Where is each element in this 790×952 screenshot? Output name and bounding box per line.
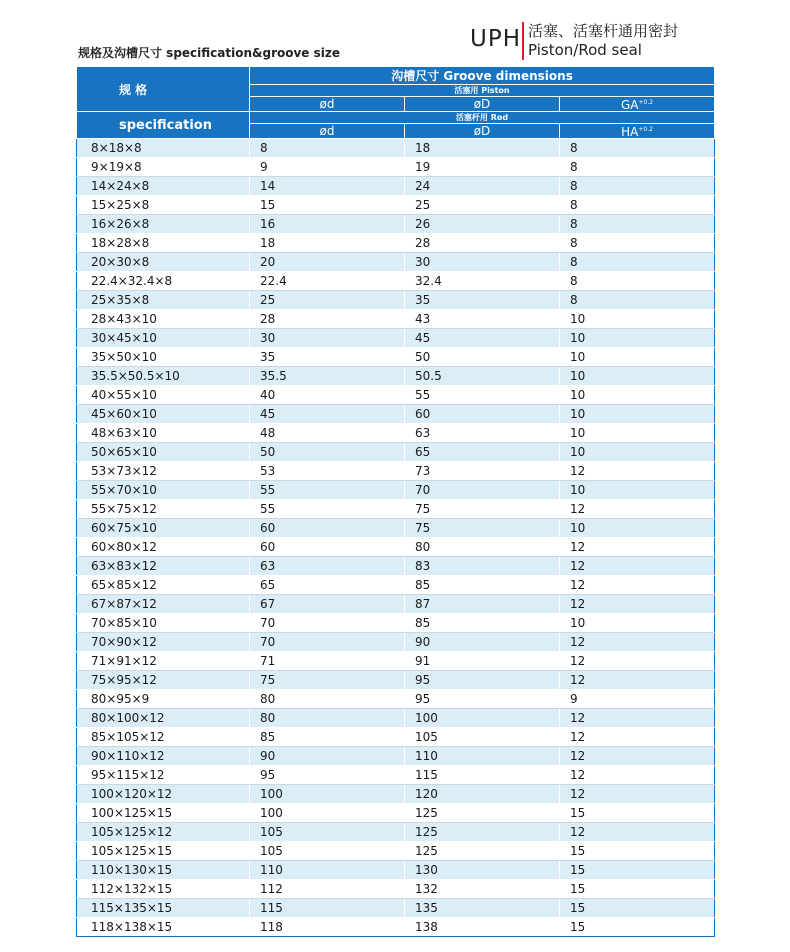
spec-cell: 80×95×9 <box>77 690 250 709</box>
d-cell: 115 <box>250 899 405 918</box>
spec-cell: 50×65×10 <box>77 443 250 462</box>
table-body <box>77 139 715 937</box>
table-row <box>77 709 715 728</box>
d-cell: 30 <box>250 329 405 348</box>
groove-width-cell: 8 <box>560 177 715 196</box>
D-cell: 100 <box>405 709 560 728</box>
table-row <box>77 557 715 576</box>
spec-cell: 35×50×10 <box>77 348 250 367</box>
product-title-cn: 活塞、活塞杆通用密封 <box>528 22 679 40</box>
groove-width-cell: 10 <box>560 348 715 367</box>
groove-width-cell: 12 <box>560 633 715 652</box>
groove-width-cell: 9 <box>560 690 715 709</box>
spec-cell: 112×132×15 <box>77 880 250 899</box>
rod-col-H-label: HA <box>621 125 639 139</box>
D-cell: 35 <box>405 291 560 310</box>
spec-cell: 105×125×15 <box>77 842 250 861</box>
D-cell: 70 <box>405 481 560 500</box>
groove-width-cell: 8 <box>560 253 715 272</box>
d-cell: 25 <box>250 291 405 310</box>
spec-cell: 71×91×12 <box>77 652 250 671</box>
d-cell: 80 <box>250 709 405 728</box>
table-row <box>77 842 715 861</box>
table-row <box>77 348 715 367</box>
table-row <box>77 747 715 766</box>
d-cell: 90 <box>250 747 405 766</box>
d-cell: 85 <box>250 728 405 747</box>
groove-width-cell: 15 <box>560 842 715 861</box>
D-cell: 132 <box>405 880 560 899</box>
D-cell: 125 <box>405 823 560 842</box>
d-cell: 35.5 <box>250 367 405 386</box>
D-cell: 125 <box>405 842 560 861</box>
groove-width-cell: 8 <box>560 196 715 215</box>
d-cell: 60 <box>250 519 405 538</box>
d-cell: 16 <box>250 215 405 234</box>
spec-cell: 18×28×8 <box>77 234 250 253</box>
spec-cell: 48×63×10 <box>77 424 250 443</box>
groove-width-cell: 12 <box>560 823 715 842</box>
groove-width-cell: 15 <box>560 918 715 937</box>
groove-width-cell: 8 <box>560 272 715 291</box>
spec-cell: 115×135×15 <box>77 899 250 918</box>
groove-width-cell: 10 <box>560 443 715 462</box>
d-cell: 55 <box>250 481 405 500</box>
groove-width-cell: 10 <box>560 519 715 538</box>
rod-col-d: ød <box>250 124 405 139</box>
spec-cell: 25×35×8 <box>77 291 250 310</box>
D-cell: 75 <box>405 500 560 519</box>
spec-cell: 70×90×12 <box>77 633 250 652</box>
D-cell: 135 <box>405 899 560 918</box>
table-row <box>77 918 715 937</box>
table-row <box>77 462 715 481</box>
d-cell: 60 <box>250 538 405 557</box>
D-cell: 18 <box>405 139 560 158</box>
d-cell: 100 <box>250 785 405 804</box>
D-cell: 30 <box>405 253 560 272</box>
D-cell: 50.5 <box>405 367 560 386</box>
spec-cell: 55×75×12 <box>77 500 250 519</box>
D-cell: 26 <box>405 215 560 234</box>
groove-width-cell: 12 <box>560 671 715 690</box>
spec-cell: 15×25×8 <box>77 196 250 215</box>
groove-width-cell: 12 <box>560 538 715 557</box>
d-cell: 71 <box>250 652 405 671</box>
groove-width-cell: 8 <box>560 139 715 158</box>
table-header <box>77 67 715 139</box>
spec-cell: 53×73×12 <box>77 462 250 481</box>
spec-cell: 65×85×12 <box>77 576 250 595</box>
D-cell: 85 <box>405 576 560 595</box>
d-cell: 110 <box>250 861 405 880</box>
groove-width-cell: 12 <box>560 595 715 614</box>
D-cell: 138 <box>405 918 560 937</box>
product-code: UPH <box>470 26 521 52</box>
d-cell: 50 <box>250 443 405 462</box>
d-cell: 67 <box>250 595 405 614</box>
table-row <box>77 500 715 519</box>
section-caption: 规格及沟槽尺寸 specification&groove size <box>78 46 340 60</box>
D-cell: 32.4 <box>405 272 560 291</box>
spec-cell: 9×19×8 <box>77 158 250 177</box>
brand-divider <box>522 22 524 60</box>
groove-width-cell: 10 <box>560 424 715 443</box>
groove-width-cell: 12 <box>560 576 715 595</box>
table-row <box>77 158 715 177</box>
spec-cell: 35.5×50.5×10 <box>77 367 250 386</box>
D-cell: 91 <box>405 652 560 671</box>
groove-width-cell: 12 <box>560 462 715 481</box>
D-cell: 83 <box>405 557 560 576</box>
groove-header: 沟槽尺寸 Groove dimensions <box>250 67 715 85</box>
d-cell: 105 <box>250 823 405 842</box>
D-cell: 85 <box>405 614 560 633</box>
groove-width-cell: 12 <box>560 747 715 766</box>
spec-table-container <box>76 66 714 937</box>
d-cell: 80 <box>250 690 405 709</box>
table-row <box>77 538 715 557</box>
spec-table <box>76 66 715 937</box>
spec-cell: 80×100×12 <box>77 709 250 728</box>
piston-col-G <box>560 97 715 112</box>
groove-width-cell: 12 <box>560 557 715 576</box>
D-cell: 90 <box>405 633 560 652</box>
table-row <box>77 861 715 880</box>
spec-cell: 100×120×12 <box>77 785 250 804</box>
d-cell: 118 <box>250 918 405 937</box>
spec-cell: 8×18×8 <box>77 139 250 158</box>
piston-col-D: øD <box>405 97 560 112</box>
D-cell: 63 <box>405 424 560 443</box>
d-cell: 112 <box>250 880 405 899</box>
groove-width-cell: 15 <box>560 880 715 899</box>
table-row <box>77 196 715 215</box>
D-cell: 60 <box>405 405 560 424</box>
d-cell: 105 <box>250 842 405 861</box>
table-row <box>77 766 715 785</box>
d-cell: 28 <box>250 310 405 329</box>
groove-width-cell: 12 <box>560 728 715 747</box>
d-cell: 45 <box>250 405 405 424</box>
piston-col-G-label: GA <box>620 98 639 112</box>
table-row <box>77 424 715 443</box>
spec-cell: 14×24×8 <box>77 177 250 196</box>
D-cell: 130 <box>405 861 560 880</box>
product-title-en: Piston/Rod seal <box>528 41 642 59</box>
D-cell: 80 <box>405 538 560 557</box>
D-cell: 65 <box>405 443 560 462</box>
spec-cell: 20×30×8 <box>77 253 250 272</box>
table-row <box>77 405 715 424</box>
table-row <box>77 823 715 842</box>
spec-cell: 110×130×15 <box>77 861 250 880</box>
spec-header-cn: 规 格 <box>77 67 250 112</box>
groove-width-cell: 15 <box>560 899 715 918</box>
groove-width-cell: 12 <box>560 785 715 804</box>
spec-header-en: specification <box>77 112 250 139</box>
table-row <box>77 804 715 823</box>
rod-col-H <box>560 124 715 139</box>
spec-cell: 90×110×12 <box>77 747 250 766</box>
table-row <box>77 481 715 500</box>
groove-width-cell: 10 <box>560 367 715 386</box>
spec-cell: 85×105×12 <box>77 728 250 747</box>
D-cell: 28 <box>405 234 560 253</box>
spec-cell: 63×83×12 <box>77 557 250 576</box>
D-cell: 120 <box>405 785 560 804</box>
d-cell: 65 <box>250 576 405 595</box>
table-row <box>77 386 715 405</box>
groove-width-cell: 12 <box>560 500 715 519</box>
D-cell: 115 <box>405 766 560 785</box>
piston-subheader: 活塞用 Piston <box>250 85 715 97</box>
table-row <box>77 728 715 747</box>
spec-cell: 30×45×10 <box>77 329 250 348</box>
spec-cell: 28×43×10 <box>77 310 250 329</box>
table-row <box>77 139 715 158</box>
table-row <box>77 614 715 633</box>
groove-width-cell: 15 <box>560 804 715 823</box>
d-cell: 40 <box>250 386 405 405</box>
groove-width-cell: 10 <box>560 329 715 348</box>
d-cell: 15 <box>250 196 405 215</box>
d-cell: 100 <box>250 804 405 823</box>
groove-width-cell: 12 <box>560 766 715 785</box>
groove-width-cell: 12 <box>560 709 715 728</box>
table-row <box>77 443 715 462</box>
groove-width-cell: 8 <box>560 291 715 310</box>
piston-col-G-tolerance: +0.2 <box>638 99 654 106</box>
D-cell: 73 <box>405 462 560 481</box>
table-row <box>77 576 715 595</box>
table-row <box>77 785 715 804</box>
D-cell: 87 <box>405 595 560 614</box>
spec-cell: 67×87×12 <box>77 595 250 614</box>
spec-cell: 16×26×8 <box>77 215 250 234</box>
d-cell: 14 <box>250 177 405 196</box>
d-cell: 9 <box>250 158 405 177</box>
groove-width-cell: 10 <box>560 481 715 500</box>
rod-col-H-tolerance: +0.2 <box>638 126 653 133</box>
spec-cell: 70×85×10 <box>77 614 250 633</box>
spec-cell: 100×125×15 <box>77 804 250 823</box>
table-row <box>77 595 715 614</box>
groove-width-cell: 15 <box>560 861 715 880</box>
table-row <box>77 367 715 386</box>
groove-width-cell: 10 <box>560 614 715 633</box>
spec-cell: 118×138×15 <box>77 918 250 937</box>
d-cell: 18 <box>250 234 405 253</box>
d-cell: 75 <box>250 671 405 690</box>
d-cell: 35 <box>250 348 405 367</box>
piston-col-d: ød <box>250 97 405 112</box>
rod-col-D: øD <box>405 124 560 139</box>
groove-width-cell: 12 <box>560 652 715 671</box>
d-cell: 70 <box>250 633 405 652</box>
spec-cell: 75×95×12 <box>77 671 250 690</box>
spec-cell: 45×60×10 <box>77 405 250 424</box>
groove-width-cell: 8 <box>560 158 715 177</box>
d-cell: 63 <box>250 557 405 576</box>
groove-width-cell: 10 <box>560 405 715 424</box>
d-cell: 95 <box>250 766 405 785</box>
D-cell: 50 <box>405 348 560 367</box>
spec-cell: 22.4×32.4×8 <box>77 272 250 291</box>
spec-cell: 95×115×12 <box>77 766 250 785</box>
table-row <box>77 671 715 690</box>
table-row <box>77 652 715 671</box>
d-cell: 20 <box>250 253 405 272</box>
spec-cell: 60×75×10 <box>77 519 250 538</box>
groove-width-cell: 8 <box>560 234 715 253</box>
table-row <box>77 329 715 348</box>
spec-cell: 40×55×10 <box>77 386 250 405</box>
d-cell: 70 <box>250 614 405 633</box>
table-row <box>77 177 715 196</box>
d-cell: 8 <box>250 139 405 158</box>
table-row <box>77 880 715 899</box>
D-cell: 105 <box>405 728 560 747</box>
groove-width-cell: 8 <box>560 215 715 234</box>
D-cell: 95 <box>405 671 560 690</box>
d-cell: 48 <box>250 424 405 443</box>
spec-cell: 55×70×10 <box>77 481 250 500</box>
table-row <box>77 519 715 538</box>
D-cell: 25 <box>405 196 560 215</box>
D-cell: 110 <box>405 747 560 766</box>
d-cell: 22.4 <box>250 272 405 291</box>
D-cell: 43 <box>405 310 560 329</box>
table-row <box>77 690 715 709</box>
D-cell: 95 <box>405 690 560 709</box>
table-row <box>77 899 715 918</box>
table-row <box>77 291 715 310</box>
D-cell: 24 <box>405 177 560 196</box>
D-cell: 19 <box>405 158 560 177</box>
spec-cell: 60×80×12 <box>77 538 250 557</box>
D-cell: 45 <box>405 329 560 348</box>
groove-width-cell: 10 <box>560 386 715 405</box>
table-row <box>77 234 715 253</box>
D-cell: 125 <box>405 804 560 823</box>
table-row <box>77 215 715 234</box>
spec-cell: 105×125×12 <box>77 823 250 842</box>
table-row <box>77 310 715 329</box>
rod-subheader: 活塞杆用 Rod <box>250 112 715 124</box>
D-cell: 55 <box>405 386 560 405</box>
d-cell: 53 <box>250 462 405 481</box>
d-cell: 55 <box>250 500 405 519</box>
table-row <box>77 633 715 652</box>
groove-width-cell: 10 <box>560 310 715 329</box>
table-row <box>77 272 715 291</box>
D-cell: 75 <box>405 519 560 538</box>
table-row <box>77 253 715 272</box>
